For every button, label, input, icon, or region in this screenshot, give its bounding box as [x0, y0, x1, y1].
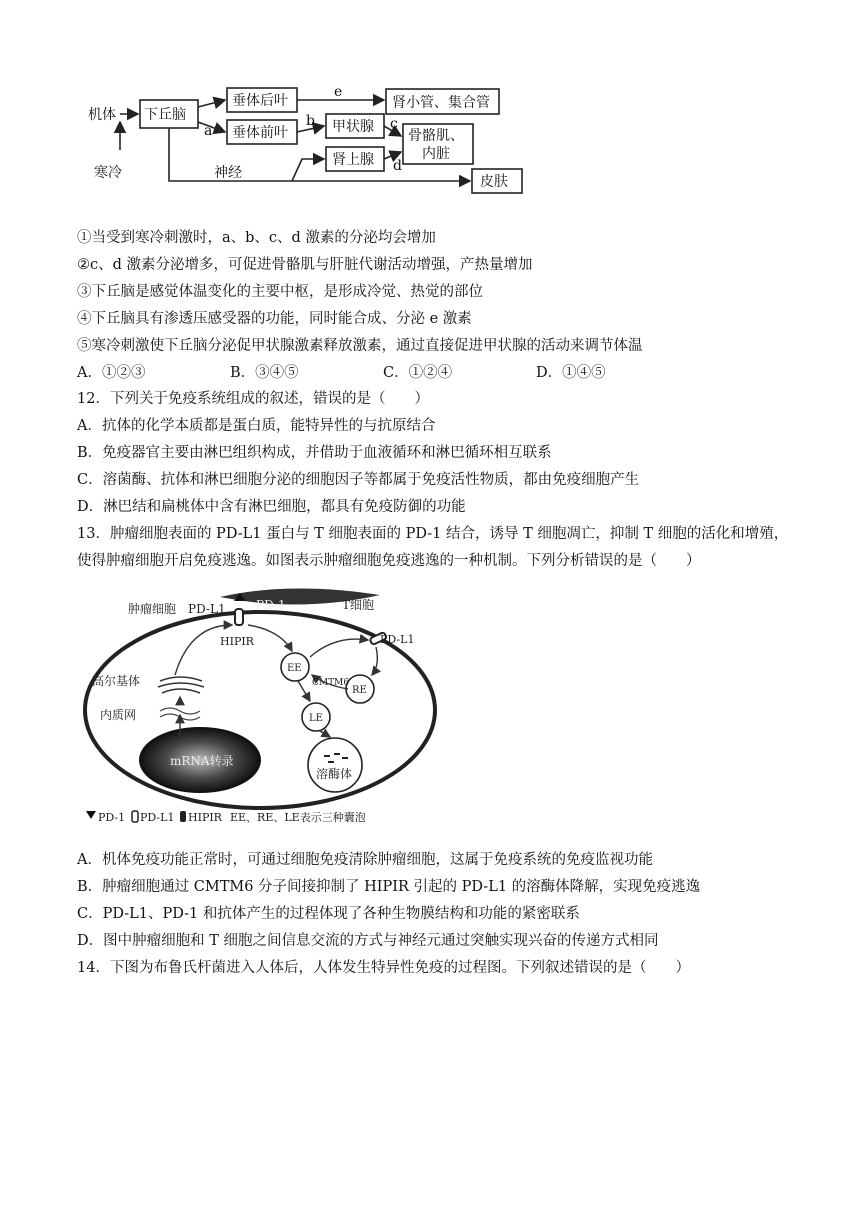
q11-option-a[interactable]: A．①②③ — [77, 365, 146, 381]
q11-item-2: ②c、d 激素分泌增多，可促进骨骼肌与肝脏代谢活动增强，产热量增加 — [77, 257, 533, 273]
q13-option-d[interactable]: D．图中肿瘤细胞和 T 细胞之间信息交流的方式与神经元通过突触实现兴奋的传递方式相同 — [77, 933, 659, 949]
pdl1-right-label: PD-L1 — [380, 633, 415, 646]
legend-pd1-label: PD-1 — [98, 811, 126, 824]
nerve-label: 神经 — [214, 165, 242, 181]
q11-option-d[interactable]: D．①④⑤ — [536, 365, 606, 381]
label-b: b — [306, 113, 315, 129]
thermoregulation-diagram — [80, 80, 530, 200]
label-a: a — [204, 123, 213, 139]
q12-option-d[interactable]: D．淋巴结和扁桃体中含有淋巴细胞，都具有免疫防御的功能 — [77, 499, 466, 515]
q11-item-5: ⑤寒冷刺激使下丘脑分泌促甲状腺激素释放激素，通过直接促进甲状腺的活动来调节体温 — [77, 338, 643, 354]
organism-label: 机体 — [88, 107, 116, 123]
legend-hipir-label: HIPIR — [188, 811, 222, 824]
diagram2-legend — [86, 810, 366, 824]
cmtm6-label: CMTM6 — [312, 678, 350, 688]
cold-label: 寒冷 — [94, 165, 122, 181]
label-e: e — [334, 84, 343, 100]
q12-option-c[interactable]: C．溶菌酶、抗体和淋巴细胞分泌的细胞因子等都属于免疫活性物质，都由免疫细胞产生 — [77, 472, 640, 488]
skin-label: 皮肤 — [480, 174, 508, 190]
thyroid-label: 甲状腺 — [332, 119, 374, 135]
tumor-escape-diagram — [80, 585, 440, 830]
posterior-pituitary-label: 垂体后叶 — [232, 93, 288, 109]
q13-option-a[interactable]: A．机体免疫功能正常时，可通过细胞免疫清除肿瘤细胞，这属于免疫系统的免疫监视功能 — [77, 852, 653, 868]
hipir-label: HIPIR — [220, 635, 254, 648]
golgi-label: 高尔基体 — [92, 674, 141, 688]
er-label: 内质网 — [100, 708, 137, 722]
adrenal-label: 肾上腺 — [332, 152, 374, 168]
legend-pdl1-label: PD-L1 — [140, 811, 175, 824]
legend-pdl1-icon — [132, 811, 138, 822]
lysosome-shape — [308, 738, 362, 792]
re-label: RE — [352, 685, 367, 696]
pdl1-top-label: PD-L1 — [188, 602, 226, 616]
q13-stem-line2: 使得肿瘤细胞开启免疫逃逸。如图表示肿瘤细胞免疫逃逸的一种机制。下列分析错误的是（ ） — [77, 553, 701, 569]
organ-label: 内脏 — [422, 146, 450, 162]
pd1-top-label: PD-1 — [256, 598, 286, 612]
q11-item-4: ④下丘脑具有渗透压感受器的功能，同时能合成、分泌 e 激素 — [77, 311, 472, 327]
legend-note: EE、RE、LE表示三种囊泡 — [230, 811, 366, 824]
mrna-label: mRNA转录 — [170, 754, 234, 768]
q11-item-3: ③下丘脑是感觉体温变化的主要中枢，是形成冷觉、热觉的部位 — [77, 284, 483, 300]
q11-option-c[interactable]: C．①②④ — [383, 365, 453, 381]
le-label: LE — [309, 713, 323, 724]
q11-option-b[interactable]: B．③④⑤ — [230, 365, 299, 381]
legend-hipir-icon — [180, 811, 186, 822]
pdl1-membrane-icon — [235, 609, 243, 625]
muscle-label: 骨骼肌、 — [408, 128, 464, 144]
q12-option-b[interactable]: B．免疫器官主要由淋巴组织构成，并借助于血液循环和淋巴循环相互联系 — [77, 445, 552, 461]
q14-stem: 14．下图为布鲁氏杆菌进入人体后，人体发生特异性免疫的过程图。下列叙述错误的是（ ） — [77, 960, 690, 976]
q12-option-a[interactable]: A．抗体的化学本质都是蛋白质，能特异性的与抗原结合 — [77, 418, 436, 434]
tumor-cell-label: 肿瘤细胞 — [128, 602, 177, 616]
ee-label: EE — [287, 663, 302, 674]
hypothalamus-label: 下丘脑 — [144, 107, 186, 123]
t-cell-label: T细胞 — [342, 598, 375, 612]
kidney-tubule-label: 肾小管、集合管 — [392, 95, 490, 111]
q11-item-1: ①当受到寒冷刺激时，a、b、c、d 激素的分泌均会增加 — [77, 230, 436, 246]
label-c: c — [390, 116, 398, 132]
q13-option-b[interactable]: B．肿瘤细胞通过 CMTM6 分子间接抑制了 HIPIR 引起的 PD-L1 的溶酶体降解，实现免疫逃逸 — [77, 879, 701, 895]
legend-pd1-icon — [86, 811, 96, 819]
label-d: d — [393, 158, 402, 174]
q13-option-c[interactable]: C．PD-L1、PD-1 和抗体产生的过程体现了各种生物膜结构和功能的紧密联系 — [77, 906, 580, 922]
anterior-pituitary-label: 垂体前叶 — [232, 125, 288, 141]
q12-stem: 12．下列关于免疫系统组成的叙述，错误的是（ ） — [77, 391, 429, 407]
lysosome-label: 溶酶体 — [316, 767, 353, 781]
q13-stem-line1: 13．肿瘤细胞表面的 PD-L1 蛋白与 T 细胞表面的 PD-1 结合，诱导 T 细胞凋亡，抑制 T 细胞的活化和增殖， — [77, 526, 789, 542]
